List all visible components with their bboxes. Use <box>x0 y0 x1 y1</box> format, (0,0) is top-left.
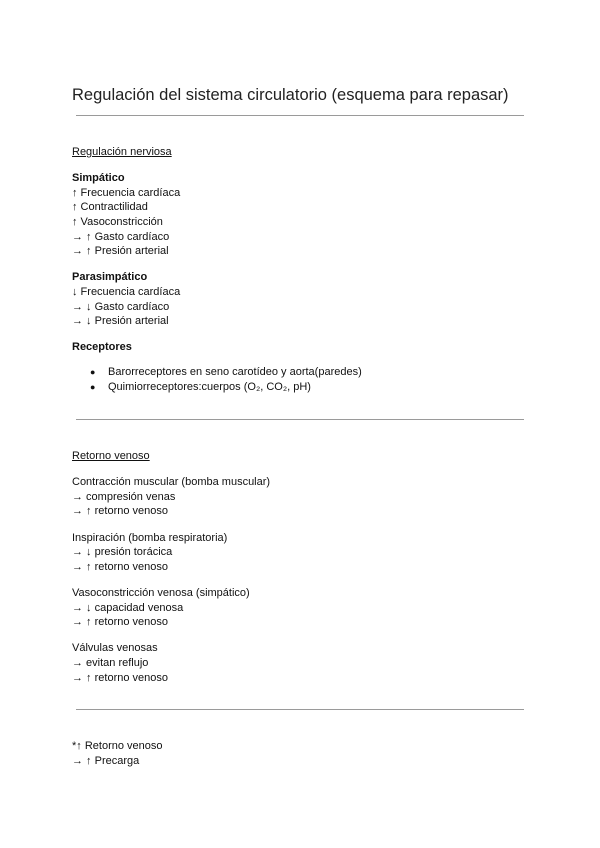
bullet-icon: ● <box>90 366 96 377</box>
section-heading: Retorno venoso <box>72 450 150 462</box>
retorno-group <box>72 475 524 519</box>
retorno-group <box>72 531 524 575</box>
text-line: → ↑ retorno venoso <box>72 616 168 629</box>
text-line: → ↓ Presión arterial <box>72 315 169 328</box>
section-retorno-venoso <box>72 449 524 685</box>
text-line: → ↑ Presión arterial <box>72 245 169 258</box>
text-line: → ↑ Gasto cardíaco <box>72 230 170 243</box>
text-line: → ↓ capacidad venosa <box>72 601 184 614</box>
text-line: ↑ Contractilidad <box>72 201 148 214</box>
text-line: → evitan reflujo <box>72 656 149 669</box>
text-line: → compresión venas <box>72 490 176 503</box>
divider <box>76 419 524 420</box>
text-line: ↑ Frecuencia cardíaca <box>72 186 181 199</box>
retorno-group <box>72 641 524 685</box>
parasimpatico-label: Parasimpático <box>72 271 148 284</box>
list-item-text: Quimiorreceptores:cuerpos (O₂, CO₂, pH) <box>108 380 311 393</box>
text-line: ↓ Frecuencia cardíaca <box>72 285 181 298</box>
text-line: → ↑ retorno venoso <box>72 560 168 573</box>
retorno-group <box>72 586 524 630</box>
section-regulacion-nerviosa <box>72 145 524 394</box>
list-item <box>72 380 524 395</box>
receptores-label: Receptores <box>72 341 132 354</box>
list-item-text: Barorreceptores en seno carotídeo y aorta(paredes) <box>108 365 362 378</box>
text-line: → ↑ retorno venoso <box>72 505 168 518</box>
divider <box>76 709 524 710</box>
text-line: Vasoconstricción venosa (simpático) <box>72 586 250 599</box>
text-line: ↑ Vasoconstricción <box>72 215 163 228</box>
text-line: → ↑ Precarga <box>72 754 140 767</box>
text-line: → ↓ presión torácica <box>72 546 173 559</box>
text-line: Inspiración (bomba respiratoria) <box>72 531 228 544</box>
receptores-list <box>72 365 524 394</box>
section-summary <box>72 739 524 768</box>
text-line: Contracción muscular (bomba muscular) <box>72 476 271 489</box>
simpatico-group <box>72 171 524 259</box>
simpatico-label: Simpático <box>72 172 125 185</box>
section-heading: Regulación nerviosa <box>72 146 172 158</box>
page-title: Regulación del sistema circulatorio (esquema para repasar) <box>72 86 509 104</box>
text-line: → ↑ retorno venoso <box>72 671 168 684</box>
text-line: Válvulas venosas <box>72 642 158 655</box>
receptores-group <box>72 340 524 394</box>
text-line: → ↓ Gasto cardíaco <box>72 300 170 313</box>
parasimpatico-group <box>72 270 524 328</box>
divider <box>76 115 524 116</box>
text-line: *↑ Retorno venoso <box>72 740 163 752</box>
bullet-icon: ● <box>90 381 96 392</box>
list-item <box>72 365 524 380</box>
